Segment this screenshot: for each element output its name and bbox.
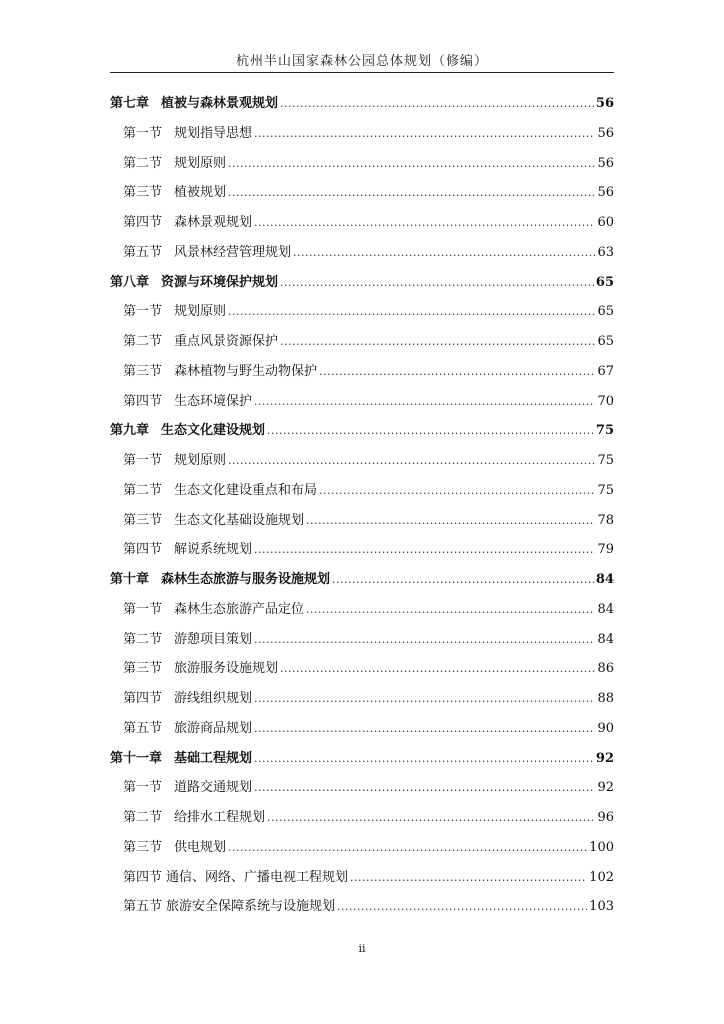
dot-leader [254, 781, 595, 794]
toc-section-entry[interactable] [110, 122, 614, 152]
toc-entry-title: 通信、网络、广播电视工程规划 [166, 869, 349, 885]
toc-entry-number: 第一节 [123, 304, 163, 320]
toc-entry-number: 第四节 [123, 691, 163, 706]
toc-section-entry[interactable] [110, 538, 614, 568]
toc-entry-number: 第十一章 [110, 750, 163, 766]
toc-entry-page: 96 [597, 810, 614, 825]
toc-section-entry[interactable] [110, 895, 614, 925]
toc-entry-number: 第二节 [123, 155, 163, 171]
toc-entry-label [123, 122, 252, 141]
toc-entry-number: 第三节 [123, 363, 163, 379]
toc-entry-number: 第五节 [123, 899, 163, 915]
dot-leader [228, 305, 595, 318]
toc-entry-label [123, 241, 291, 260]
toc-entry-page: 103 [589, 899, 614, 915]
toc-entry-title: 重点风景资源保护 [174, 334, 279, 349]
toc-entry-label [123, 598, 304, 617]
dot-leader [254, 216, 595, 229]
dot-leader [280, 335, 595, 348]
header-rule [110, 72, 614, 73]
dot-leader [319, 365, 595, 378]
toc-entry-number: 第三节 [123, 185, 163, 201]
toc-entry-title: 资源与环境保护规划 [161, 274, 279, 290]
toc-entry-number: 第一节 [123, 780, 163, 796]
dot-leader [280, 662, 595, 675]
toc-section-entry[interactable] [110, 776, 614, 806]
toc-entry-page: 56 [597, 125, 614, 141]
toc-entry-number: 第四节 [123, 393, 163, 409]
toc-entry-title: 规划原则 [174, 155, 227, 171]
toc-entry-number: 第九章 [110, 423, 150, 439]
toc-entry-label [123, 866, 348, 885]
toc-entry-label [123, 449, 226, 468]
toc-entry-label [123, 628, 252, 647]
toc-entry-label [123, 717, 252, 736]
toc-entry-title: 旅游安全保障系统与设施规划 [166, 899, 336, 915]
toc-entry-page: 60 [597, 215, 614, 230]
toc-chapter-entry[interactable] [110, 271, 614, 301]
toc-entry-number: 第七章 [110, 96, 150, 111]
toc-entry-page: 84 [595, 572, 614, 587]
toc-chapter-entry[interactable] [110, 568, 614, 598]
toc-entry-title: 植被与森林景观规划 [161, 96, 279, 111]
toc-entry-label [110, 271, 278, 290]
toc-entry-number: 第三节 [123, 839, 163, 855]
toc-entry-page: 56 [595, 96, 614, 111]
toc-entry-number: 第二节 [123, 631, 163, 647]
toc-entry-page: 84 [597, 631, 614, 647]
toc-entry-page: 75 [597, 482, 614, 498]
dot-leader [254, 543, 595, 556]
toc-entry-title: 游线组织规划 [174, 691, 253, 706]
dot-leader [228, 186, 595, 199]
toc-entry-title: 游憩项目策划 [174, 631, 253, 647]
toc-entry-number: 第一节 [123, 453, 163, 468]
toc-section-entry[interactable] [110, 687, 614, 717]
toc-section-entry[interactable] [110, 300, 614, 330]
toc-entry-title: 规划指导思想 [174, 125, 253, 141]
toc-section-entry[interactable] [110, 211, 614, 241]
page-header: 杭州半山国家森林公园总体规划（修编） [235, 54, 488, 69]
toc-entry-title: 森林生态旅游与服务设施规划 [161, 572, 331, 587]
dot-leader [228, 841, 587, 854]
toc-section-entry[interactable] [110, 152, 614, 182]
toc-entry-label [110, 568, 330, 587]
toc-entry-number: 第四节 [123, 215, 163, 230]
toc-entry-number: 第一节 [123, 125, 163, 141]
toc-section-entry[interactable] [110, 181, 614, 211]
toc-section-entry[interactable] [110, 806, 614, 836]
dot-leader [267, 424, 594, 437]
toc-entry-page: 84 [597, 601, 614, 617]
toc-entry-label [123, 687, 252, 706]
toc-section-entry[interactable] [110, 657, 614, 687]
toc-section-entry[interactable] [110, 241, 614, 271]
toc-entry-number: 第十章 [110, 572, 150, 587]
toc-entry-title: 生态文化建设重点和布局 [174, 482, 318, 498]
toc-section-entry[interactable] [110, 390, 614, 420]
toc-entry-label [110, 419, 265, 438]
toc-entry-label [123, 360, 317, 379]
toc-entry-page: 92 [597, 780, 614, 796]
dot-leader [350, 871, 587, 884]
toc-entry-label [123, 776, 252, 795]
toc-section-entry[interactable] [110, 717, 614, 747]
toc-entry-label [123, 806, 265, 825]
toc-entry-number: 第五节 [123, 244, 163, 260]
dot-leader [254, 127, 595, 140]
toc-entry-number: 第二节 [123, 482, 163, 498]
dot-leader [254, 692, 595, 705]
dot-leader [306, 514, 595, 527]
dot-leader [337, 900, 587, 913]
page-number: ii [358, 942, 366, 955]
dot-leader [228, 157, 595, 170]
toc-section-entry[interactable] [110, 866, 614, 896]
dot-leader [254, 633, 595, 646]
toc-entry-number: 第三节 [123, 512, 163, 528]
toc-entry-label [123, 300, 226, 319]
toc-entry-title: 风景林经营管理规划 [174, 244, 292, 260]
toc-entry-title: 解说系统规划 [174, 542, 253, 558]
toc-entry-label [123, 211, 252, 230]
toc-entry-title: 森林植物与野生动物保护 [174, 363, 318, 379]
toc-entry-page: 78 [597, 512, 614, 528]
toc-chapter-entry[interactable] [110, 419, 614, 449]
toc-entry-page: 65 [595, 274, 614, 290]
dot-leader [254, 752, 594, 765]
toc-entry-label [123, 479, 317, 498]
toc-entry-title: 供电规划 [174, 839, 227, 855]
toc-entry-page: 92 [595, 750, 614, 766]
dot-leader [319, 484, 595, 497]
toc-entry-page: 63 [597, 244, 614, 260]
toc-entry-title: 基础工程规划 [174, 750, 253, 766]
dot-leader [254, 395, 595, 408]
toc-entry-number: 第二节 [123, 810, 163, 825]
toc-section-entry[interactable] [110, 479, 614, 509]
toc-entry-label [123, 657, 278, 676]
toc-entry-page: 88 [597, 691, 614, 706]
dot-leader [293, 246, 595, 259]
toc-entry-number: 第五节 [123, 720, 163, 736]
toc-entry-page: 56 [597, 185, 614, 201]
toc-entry-title: 植被规划 [174, 185, 227, 201]
toc-entry-label [123, 330, 278, 349]
toc-section-entry[interactable] [110, 330, 614, 360]
toc-entry-title: 旅游服务设施规划 [174, 661, 279, 677]
dot-leader [280, 97, 594, 110]
toc-entry-title: 生态环境保护 [174, 393, 253, 409]
toc-entry-page: 65 [597, 304, 614, 320]
dot-leader [267, 811, 595, 824]
toc-entry-page: 67 [597, 363, 614, 379]
toc-entry-label [110, 92, 278, 111]
dot-leader [228, 454, 595, 467]
toc-section-entry[interactable] [110, 509, 614, 539]
toc-entry-title: 森林生态旅游产品定位 [174, 601, 305, 617]
toc-entry-title: 规划原则 [174, 453, 227, 468]
toc-section-entry[interactable] [110, 628, 614, 658]
toc-entry-title: 生态文化基础设施规划 [174, 512, 305, 528]
toc-entry-page: 102 [589, 869, 614, 885]
toc-entry-number: 第一节 [123, 601, 163, 617]
toc-entry-title: 道路交通规划 [174, 780, 253, 796]
toc-entry-title: 旅游商品规划 [174, 720, 253, 736]
toc-entry-page: 86 [597, 661, 614, 677]
toc-entry-page: 56 [597, 155, 614, 171]
toc-entry-label [123, 152, 226, 171]
toc-entry-label [123, 538, 252, 557]
toc-entry-number: 第四节 [123, 542, 163, 558]
toc-entry-page: 79 [597, 542, 614, 558]
toc-entry-title: 森林景观规划 [174, 215, 253, 230]
toc-entry-label [110, 747, 252, 766]
toc-chapter-entry[interactable] [110, 747, 614, 777]
toc-entry-page: 75 [597, 453, 614, 468]
dot-leader [280, 276, 594, 289]
toc-entry-title: 规划原则 [174, 304, 227, 320]
toc-entry-title: 生态文化建设规划 [161, 423, 266, 439]
toc-entry-page: 90 [597, 720, 614, 736]
toc-entry-label [123, 895, 335, 914]
table-of-contents [110, 92, 614, 925]
toc-entry-page: 100 [589, 839, 614, 855]
toc-entry-label [123, 836, 226, 855]
toc-entry-label [123, 509, 304, 528]
toc-entry-page: 75 [595, 423, 614, 439]
dot-leader [306, 603, 595, 616]
toc-chapter-entry[interactable] [110, 92, 614, 122]
toc-entry-title: 给排水工程规划 [174, 810, 266, 825]
toc-section-entry[interactable] [110, 598, 614, 628]
toc-entry-page: 65 [597, 334, 614, 349]
toc-entry-label [123, 181, 226, 200]
toc-section-entry[interactable] [110, 449, 614, 479]
toc-section-entry[interactable] [110, 836, 614, 866]
dot-leader [332, 573, 594, 586]
toc-entry-page: 70 [597, 393, 614, 409]
toc-entry-number: 第八章 [110, 274, 150, 290]
toc-entry-number: 第三节 [123, 661, 163, 677]
dot-leader [254, 722, 595, 735]
toc-entry-label [123, 390, 252, 409]
toc-entry-number: 第二节 [123, 334, 163, 349]
toc-section-entry[interactable] [110, 360, 614, 390]
toc-entry-number: 第四节 [123, 869, 163, 885]
